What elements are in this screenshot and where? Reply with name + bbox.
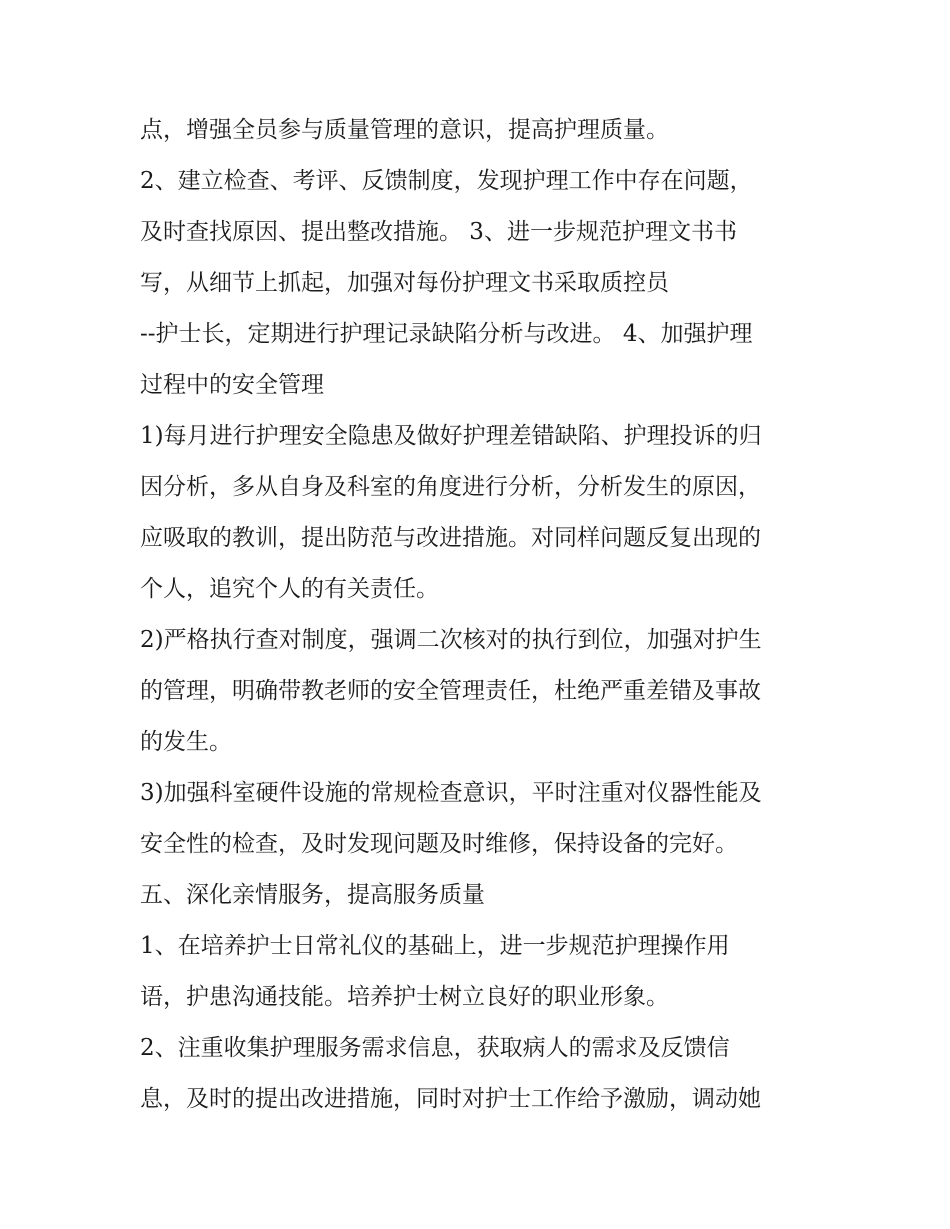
text-line-17: 1、在培养护士日常礼仪的基础上，进一步规范护理操作用 bbox=[140, 933, 730, 959]
text-line-20: 息，及时的提出改进措施，同时对护士工作给予激励，调动她 bbox=[140, 1086, 761, 1112]
text-line-7: 1)每月进行护理安全隐患及做好护理差错缺陷、护理投诉的归 bbox=[140, 423, 762, 449]
text-line-9: 应吸取的教训，提出防范与改进措施。对同样问题反复出现的 bbox=[140, 525, 761, 551]
text-line-8: 因分析，多从自身及科室的角度进行分析，分析发生的原因， bbox=[140, 474, 761, 500]
text-line-5: --护士长，定期进行护理记录缺陷分析与改进。 4、加强护理 bbox=[140, 321, 753, 347]
text-line-12: 的管理，明确带教老师的安全管理责任，杜绝严重差错及事故 bbox=[140, 678, 761, 704]
text-line-1: 点，增强全员参与质量管理的意识，提高护理质量。 bbox=[140, 117, 669, 143]
text-line-3: 及时查找原因、提出整改措施。 3、进一步规范护理文书书 bbox=[140, 219, 737, 245]
section-heading-service: 五、深化亲情服务，提高服务质量 bbox=[140, 882, 485, 908]
text-line-2: 2、建立检查、考评、反馈制度，发现护理工作中存在问题， bbox=[140, 168, 753, 194]
text-line-14: 3)加强科室硬件设施的常规检查意识，平时注重对仪器性能及 bbox=[140, 780, 762, 806]
text-line-18: 语，护患沟通技能。培养护士树立良好的职业形象。 bbox=[140, 984, 669, 1010]
text-line-4: 写，从细节上抓起，加强对每份护理文书采取质控员 bbox=[140, 270, 669, 296]
text-line-13: 的发生。 bbox=[140, 729, 232, 755]
document-body bbox=[140, 110, 830, 1130]
section-heading-safety: 过程中的安全管理 bbox=[140, 372, 324, 398]
text-line-15: 安全性的检查，及时发现问题及时维修，保持设备的完好。 bbox=[140, 831, 738, 857]
text-line-19: 2、注重收集护理服务需求信息，获取病人的需求及反馈信 bbox=[140, 1035, 730, 1061]
text-line-11: 2)严格执行查对制度，强调二次核对的执行到位，加强对护生 bbox=[140, 627, 762, 653]
text-line-10: 个人，追究个人的有关责任。 bbox=[140, 576, 439, 602]
